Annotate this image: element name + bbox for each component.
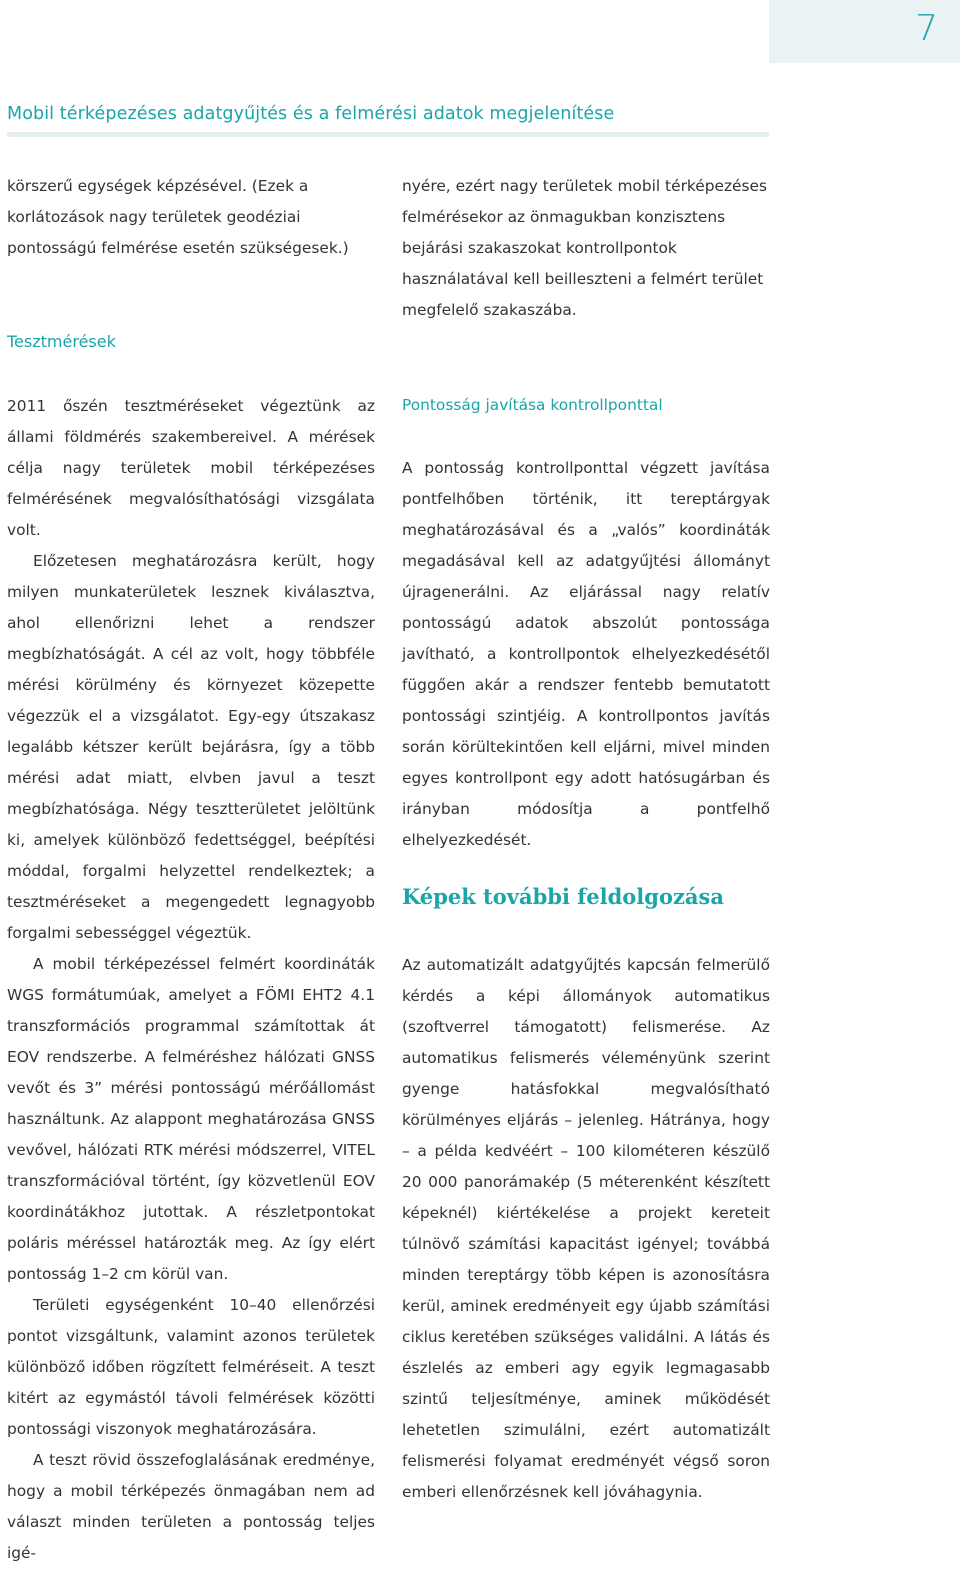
paragraph: Az automatizált adatgyűjtés kapcsán felmerülő kérdés a képi állományok automatikus (szoftverrel támogatott) felismerése. Az automatikus felismerés véleményünk szerint gyenge hatásfokkal megvalósítható körülményes eljárás – jelenleg. Hátránya, hogy – a példa kedvéért – 100 kilométeren készülő 20 000 panorámakép (5 méterenként készített képeknél) kiértékelése a projekt kereteit túlnövő számítási kapacitást igényel; továbbá minden tereptárgy több képen is azonosításra kerül, aminek eredményeit egy újabb számítási ciklus keretében szükséges validálni. A látás és észlelés az emberi agy egyik legmagasabb szintű teljesítménye, aminek működését lehetetlen szimulálni, ezért automatizált felismerési folyamat eredményét végső soron emberi ellenőrzésnek kell jóváhagynia. [402,956,770,1501]
paragraph: Előzetesen meghatározásra került, hogy milyen munkaterületek lesznek kiválasztva, ahol ellenőrizni lehet a rendszer megbízhatóságát. A cél az volt, hogy többféle mérési körülmény és környezet közepette végezzük el a vizsgálatot. Egy-egy útszakasz legalább kétszer került bejárásra, így a több mérési adat miatt, elvben javul a teszt megbízhatósága. Négy tesztterületet jelöltünk ki, amelyek különböző fedettséggel, beépítési móddal, forgalmi helyzettel rendelkeztek; a tesztméréseket a megengedett legnagyobb forgalmi sebességgel végeztük. [7,552,375,942]
right-column-p2 [402,950,770,1508]
right-top-text [402,171,770,326]
paragraph: A teszt rövid összefoglalásának eredménye, hogy a mobil térképezés önmagában nem ad választ minden területen a pontosság teljes igé- [7,1451,375,1562]
page-number-box [769,0,960,63]
heading-tesztmeresek: Tesztmérések [7,332,116,351]
paragraph: A pontosság kontrollponttal végzett javítása pontfelhőben történik, itt tereptárgyak meghatározásával és a „valós” koordináták megadásával kell az adatgyűjtési állományt újragenerálni. Az eljárással nagy relatív pontosságú adatok abszolút pontossága javítható, a kontrollpontok elhelyezkedésétől függően akár a rendszer fentebb bemutatott pontossági szintjéig. A kontrollpontos javítás során körültekintően kell eljárni, mivel minden egyes kontrollpont egy adott hatósugárban és irányban módosítja a pontfelhő elhelyezkedését. [402,459,770,849]
paragraph: 2011 őszén tesztméréseket végeztünk az állami földmérés szakembereivel. A mérések célja nagy területek mobil térképezéses felmérésének megvalósíthatósági vizsgálata volt. [7,397,375,539]
left-top-text [7,171,375,264]
right-column-p1 [402,453,770,856]
header-rule [7,132,769,137]
heading-pontossag: Pontosság javítása kontrollponttal [402,396,663,414]
section-title: Képek további feldolgozása [402,884,724,909]
left-column [7,391,375,1569]
paragraph: A mobil térképezéssel felmért koordináták WGS formátumúak, amelyet a FÖMI EHT2 4.1 transzformációs programmal számítottak át EOV rendszerbe. A felméréshez hálózati GNSS vevőt és 3” mérési pontosságú mérőállomást használtunk. Az alappont meghatározása GNSS vevővel, hálózati RTK mérési módszerrel, VITEL transzformációval történt, így közvetlenül EOV koordinátákhoz jutottak. A részletpontokat poláris méréssel határozták meg. Az így elért pontosság 1–2 cm körül van. [7,955,375,1283]
paragraph: körszerű egységek képzésével. (Ezek a korlátozások nagy területek geodéziai pontosságú felmérése esetén szükségesek.) [7,177,349,257]
page-number: 7 [915,8,938,49]
running-head: Mobil térképezéses adatgyűjtés és a felmérési adatok megjelenítése [7,104,615,124]
paragraph: Területi egységenként 10–40 ellenőrzési pontot vizsgáltunk, valamint azonos területek különböző időben rögzített felméréseit. A teszt kitért az egymástól távoli felmérések közötti pontossági viszonyok meghatározására. [7,1296,375,1438]
paragraph: nyére, ezért nagy területek mobil térképezéses felmérésekor az önmagukban konzisztens bejárási szakaszokat kontrollpontok használatával kell beilleszteni a felmért terület megfelelő szakaszába. [402,177,768,319]
